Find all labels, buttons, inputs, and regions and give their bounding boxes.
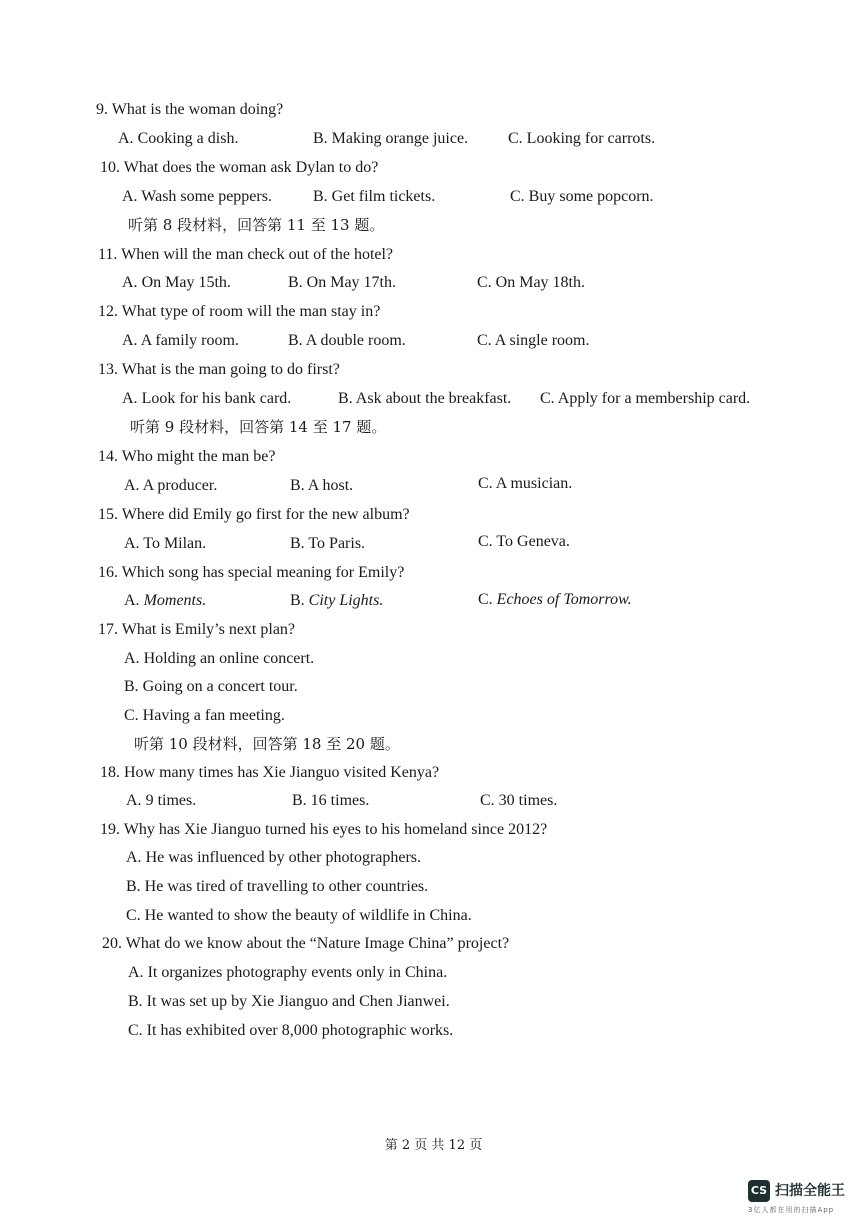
option-14b bbox=[290, 476, 353, 496]
option-15a bbox=[124, 534, 206, 554]
option-text: Look for his bank card. bbox=[141, 390, 292, 407]
option-text: Looking for carrots. bbox=[526, 130, 656, 147]
option-12b bbox=[288, 331, 406, 351]
option-text: Get film tickets. bbox=[331, 188, 436, 205]
scanner-watermark bbox=[748, 1180, 858, 1220]
option-text: A musician. bbox=[495, 475, 573, 492]
option-text: Going on a concert tour. bbox=[142, 678, 298, 695]
option-19c bbox=[126, 906, 472, 926]
option-text: He wanted to show the beauty of wildlife in China. bbox=[144, 907, 472, 924]
option-17b bbox=[124, 677, 298, 697]
question-11 bbox=[98, 245, 393, 265]
option-13a bbox=[122, 389, 291, 409]
option-text: To Milan. bbox=[143, 535, 207, 552]
option-17c bbox=[124, 706, 285, 726]
option-15b bbox=[290, 534, 365, 554]
watermark-tagline: 3亿人都在用的扫描App bbox=[748, 1206, 835, 1214]
option-text: 16 times. bbox=[310, 792, 370, 809]
option-11a bbox=[122, 273, 231, 293]
option-label: B. bbox=[313, 188, 328, 205]
option-label: B. bbox=[292, 792, 307, 809]
option-label: C. bbox=[128, 1022, 143, 1039]
question-number: 20. bbox=[102, 935, 122, 952]
question-number: 19. bbox=[100, 821, 120, 838]
option-text: It organizes photography events only in China. bbox=[147, 964, 448, 981]
question-number: 10. bbox=[100, 159, 120, 176]
option-text: 9 times. bbox=[145, 792, 197, 809]
option-18b bbox=[292, 791, 369, 811]
option-13b bbox=[338, 389, 511, 409]
option-label: B. bbox=[288, 332, 303, 349]
option-label: C. bbox=[124, 707, 139, 724]
question-16 bbox=[98, 563, 404, 583]
option-16c bbox=[478, 590, 632, 610]
option-11c bbox=[477, 273, 585, 293]
question-text: Why has Xie Jianguo turned his eyes to his homeland since 2012? bbox=[123, 821, 548, 838]
option-label: C. bbox=[478, 533, 493, 550]
option-label: C. bbox=[477, 274, 492, 291]
option-20c bbox=[128, 1021, 453, 1041]
option-label: C. bbox=[510, 188, 525, 205]
option-text: It was set up by Xie Jianguo and Chen Jianwei. bbox=[146, 993, 450, 1010]
question-number: 11. bbox=[98, 246, 118, 263]
option-18a bbox=[126, 791, 196, 811]
option-text: On May 17th. bbox=[306, 274, 396, 291]
question-text: What is the man going to do first? bbox=[121, 361, 340, 378]
option-9b bbox=[313, 129, 468, 149]
option-12c bbox=[477, 331, 589, 351]
option-11b bbox=[288, 273, 396, 293]
option-14c bbox=[478, 474, 572, 494]
option-label: B. bbox=[290, 592, 305, 609]
option-text: To Paris. bbox=[308, 535, 366, 552]
option-label: B. bbox=[313, 130, 328, 147]
option-label: A. bbox=[124, 592, 140, 609]
question-number: 16. bbox=[98, 564, 118, 581]
question-text: How many times has Xie Jianguo visited Kenya? bbox=[124, 764, 440, 781]
option-13c bbox=[540, 389, 750, 409]
option-label: A. bbox=[128, 964, 144, 981]
option-18c bbox=[480, 791, 557, 811]
option-text: He was tired of travelling to other countries. bbox=[144, 878, 429, 895]
option-label: A. bbox=[122, 332, 138, 349]
option-label: A. bbox=[122, 390, 138, 407]
option-20a bbox=[128, 963, 447, 983]
option-12a bbox=[122, 331, 239, 351]
section-heading-10: 听第 10 段材料，回答第 18 至 20 题。 bbox=[134, 735, 400, 753]
question-number: 12. bbox=[98, 303, 118, 320]
option-text: Wash some peppers. bbox=[141, 188, 272, 205]
option-text: A double room. bbox=[305, 332, 406, 349]
option-label: B. bbox=[290, 535, 305, 552]
section-heading-8: 听第 8 段材料，回答第 11 至 13 题。 bbox=[128, 216, 385, 234]
watermark-brand: 扫描全能王 bbox=[775, 1183, 845, 1199]
option-label: C. bbox=[478, 591, 493, 608]
option-text: City Lights. bbox=[308, 592, 384, 609]
option-text: Ask about the breakfast. bbox=[355, 390, 512, 407]
option-label: A. bbox=[124, 535, 140, 552]
question-number: 9. bbox=[96, 101, 108, 118]
option-text: 30 times. bbox=[498, 792, 558, 809]
option-text: A host. bbox=[307, 477, 354, 494]
option-17a bbox=[124, 649, 314, 669]
option-text: It has exhibited over 8,000 photographic works. bbox=[146, 1022, 454, 1039]
option-text: Cooking a dish. bbox=[137, 130, 239, 147]
option-label: B. bbox=[290, 477, 305, 494]
option-text: Buy some popcorn. bbox=[528, 188, 654, 205]
option-text: He was influenced by other photographers. bbox=[145, 849, 422, 866]
option-text: Echoes of Tomorrow. bbox=[496, 591, 632, 608]
option-label: C. bbox=[477, 332, 492, 349]
question-number: 13. bbox=[98, 361, 118, 378]
question-number: 15. bbox=[98, 506, 118, 523]
option-label: B. bbox=[128, 993, 143, 1010]
question-text: Where did Emily go first for the new album? bbox=[121, 506, 410, 523]
option-text: Having a fan meeting. bbox=[142, 707, 285, 724]
option-label: C. bbox=[478, 475, 493, 492]
option-10c bbox=[510, 187, 654, 207]
question-18 bbox=[100, 763, 439, 783]
option-text: Making orange juice. bbox=[331, 130, 469, 147]
option-text: To Geneva. bbox=[496, 533, 570, 550]
question-text: What is Emily’s next plan? bbox=[121, 621, 296, 638]
question-number: 18. bbox=[100, 764, 120, 781]
question-text: What do we know about the “Nature Image China” project? bbox=[125, 935, 510, 952]
option-label: A. bbox=[122, 274, 138, 291]
question-text: What is the woman doing? bbox=[111, 101, 284, 118]
question-9 bbox=[96, 100, 283, 120]
option-label: A. bbox=[126, 849, 142, 866]
option-label: B. bbox=[126, 878, 141, 895]
option-text: A producer. bbox=[142, 477, 218, 494]
option-9c bbox=[508, 129, 655, 149]
question-12 bbox=[98, 302, 380, 322]
question-text: Who might the man be? bbox=[121, 448, 276, 465]
question-number: 14. bbox=[98, 448, 118, 465]
option-label: A. bbox=[122, 188, 138, 205]
option-text: On May 15th. bbox=[141, 274, 231, 291]
option-20b bbox=[128, 992, 450, 1012]
question-19 bbox=[100, 820, 547, 840]
question-15 bbox=[98, 505, 410, 525]
page-number: 第 2 页 共 12 页 bbox=[384, 1138, 483, 1153]
option-19b bbox=[126, 877, 428, 897]
option-label: B. bbox=[124, 678, 139, 695]
question-text: Which song has special meaning for Emily? bbox=[121, 564, 405, 581]
option-label: A. bbox=[118, 130, 134, 147]
option-16a bbox=[124, 591, 206, 611]
option-label: B. bbox=[338, 390, 353, 407]
question-17 bbox=[98, 620, 295, 640]
section-heading-9: 听第 9 段材料，回答第 14 至 17 题。 bbox=[130, 418, 387, 436]
option-text: Moments. bbox=[143, 592, 207, 609]
option-text: A family room. bbox=[140, 332, 239, 349]
option-label: B. bbox=[288, 274, 303, 291]
question-number: 17. bbox=[98, 621, 118, 638]
option-15c bbox=[478, 532, 570, 552]
option-9a bbox=[118, 129, 238, 149]
option-text: On May 18th. bbox=[495, 274, 585, 291]
question-20 bbox=[102, 934, 509, 954]
question-14 bbox=[98, 447, 275, 467]
option-label: C. bbox=[480, 792, 495, 809]
option-text: Apply for a membership card. bbox=[557, 390, 751, 407]
question-10 bbox=[100, 158, 378, 178]
option-label: A. bbox=[126, 792, 142, 809]
option-label: C. bbox=[126, 907, 141, 924]
option-14a bbox=[124, 476, 217, 496]
question-text: When will the man check out of the hotel? bbox=[121, 246, 394, 263]
option-10a bbox=[122, 187, 272, 207]
option-label: A. bbox=[124, 650, 140, 667]
option-label: A. bbox=[124, 477, 140, 494]
option-10b bbox=[313, 187, 435, 207]
option-text: Holding an online concert. bbox=[143, 650, 315, 667]
question-text: What does the woman ask Dylan to do? bbox=[123, 159, 379, 176]
option-19a bbox=[126, 848, 421, 868]
option-label: C. bbox=[540, 390, 555, 407]
option-label: C. bbox=[508, 130, 523, 147]
option-text: A single room. bbox=[494, 332, 590, 349]
question-text: What type of room will the man stay in? bbox=[121, 303, 381, 320]
cs-logo-icon: CS bbox=[748, 1180, 770, 1202]
question-13 bbox=[98, 360, 340, 380]
option-16b bbox=[290, 591, 383, 611]
